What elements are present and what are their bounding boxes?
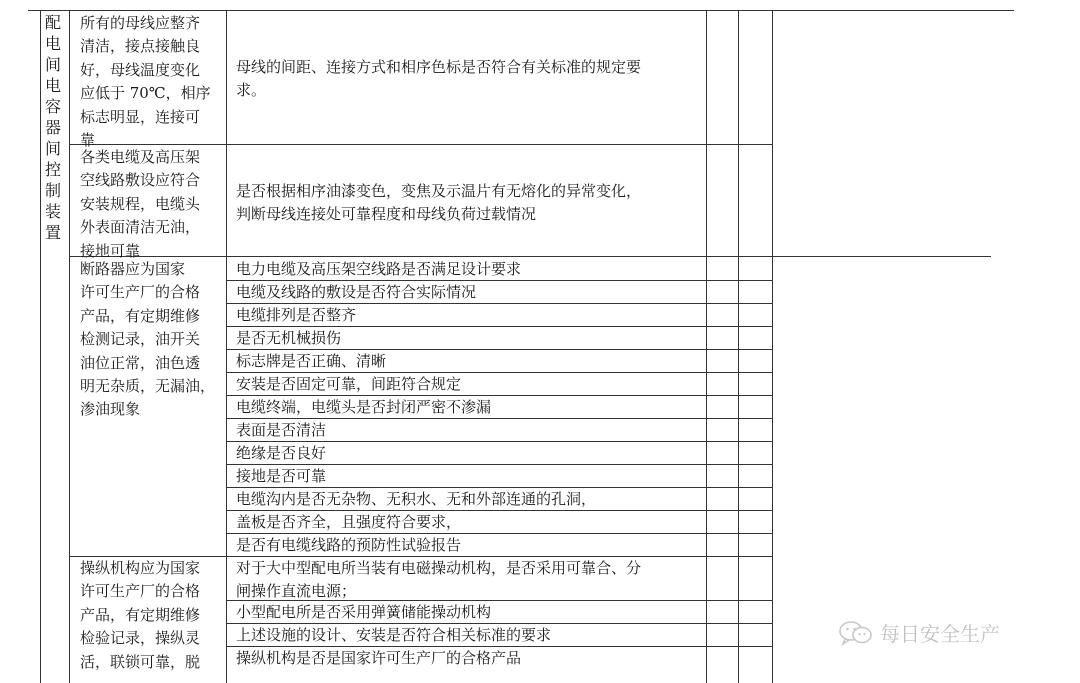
category-char: 置 xyxy=(44,223,61,242)
col-line-result-b xyxy=(772,10,773,683)
check-item: 电缆及线路的敷设是否符合实际情况 xyxy=(236,283,477,301)
category-char: 配 xyxy=(44,13,61,32)
category-char: 电 xyxy=(44,76,61,95)
category-char: 容 xyxy=(44,97,61,116)
col-line-result-a xyxy=(738,10,739,683)
watermark-text: 每日安全生产 xyxy=(880,622,1000,646)
check-item: 盖板是否齐全，且强度符合要求， xyxy=(236,513,462,531)
col-line-category xyxy=(69,10,70,683)
col-line-requirement xyxy=(226,10,227,683)
check-item: 标志牌是否正确、清晰 xyxy=(236,352,387,370)
requirement-text: 所有的母线应整齐 清洁，接点接触良 好，母线温度变化 应低于 70℃，相序 标志明显，连接可 靠 xyxy=(80,14,211,150)
check-item: 是否无机械损伤 xyxy=(236,329,342,347)
check-item: 接地是否可靠 xyxy=(236,467,327,485)
check-item: 表面是否清洁 xyxy=(236,421,327,439)
row-sep-2 xyxy=(69,256,991,257)
category-char: 制 xyxy=(44,181,61,200)
category-char: 间 xyxy=(44,55,61,74)
check-text: 母线的间距、连接方式和相序色标是否符合有关标准的规定要 求。 xyxy=(236,58,642,100)
category-char: 电 xyxy=(44,34,61,53)
check-item: 电缆终端，电缆头是否封闭严密不渗漏 xyxy=(236,398,492,416)
requirement-text: 操纵机构应为国家 许可生产厂的合格 产品，有定期维修 检验记录，操纵灵 活，联锁可靠，脱 xyxy=(80,559,201,671)
check-item: 操纵机构是否是国家许可生产厂的合格产品 xyxy=(236,649,522,667)
table-top-border xyxy=(28,10,1014,11)
category-char: 器 xyxy=(44,118,61,137)
requirement-text: 各类电缆及高压架 空线路敷设应符合 安装规程，电缆头 外表面清洁无油， 接地可靠 xyxy=(80,148,201,260)
check-item: 小型配电所是否采用弹簧储能操动机构 xyxy=(236,603,492,621)
check-item: 绝缘是否良好 xyxy=(236,444,327,462)
col-line-check xyxy=(706,10,707,683)
check-item: 是否有电缆线路的预防性试验报告 xyxy=(236,536,462,554)
check-item: 上述设施的设计、安装是否符合相关标准的要求 xyxy=(236,626,552,644)
category-char: 控 xyxy=(44,160,61,179)
check-text: 是否根据相序油漆变色，变焦及示温片有无熔化的异常变化， 判断母线连接处可靠程度和母线负荷过载情况 xyxy=(236,182,642,224)
check-item: 电缆排列是否整齐 xyxy=(236,306,357,324)
category-char: 装 xyxy=(44,202,61,221)
watermark xyxy=(838,618,1000,647)
check-item: 电力电缆及高压架空线路是否满足设计要求 xyxy=(236,260,522,278)
category-char: 间 xyxy=(44,139,61,158)
col-line-left xyxy=(40,10,41,683)
category-label xyxy=(44,12,62,243)
check-item: 对于大中型配电所当装有电磁操动机构，是否采用可靠合、分 闸操作直流电源； xyxy=(236,559,642,600)
check-item: 电缆沟内是否无杂物、无积水、无和外部连通的孔洞， xyxy=(236,490,597,508)
requirement-text: 断路器应为国家 许可生产厂的合格 产品，有定期维修 检测记录，油开关 油位正常，油色透 明无杂质，无漏油， 渗油现象 xyxy=(80,260,216,419)
check-item: 安装是否固定可靠，间距符合规定 xyxy=(236,375,462,393)
wechat-icon xyxy=(838,620,874,646)
